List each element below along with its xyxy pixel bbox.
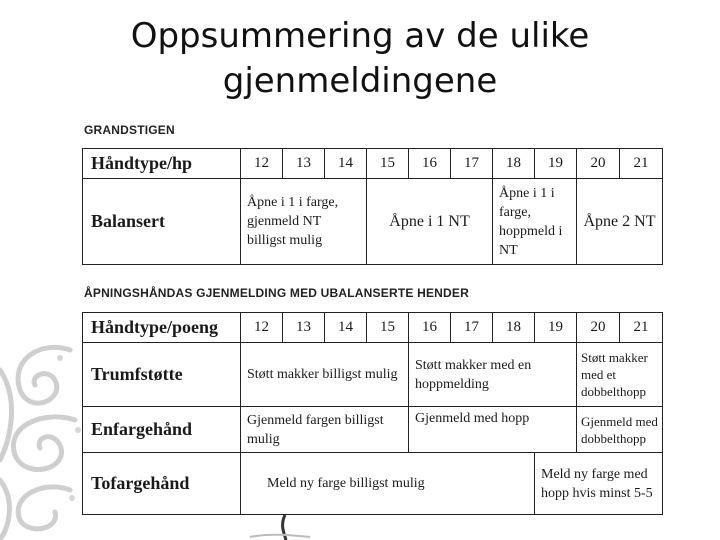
points-cell: 12	[241, 149, 283, 179]
points-cell: 17	[451, 313, 493, 343]
ubalanserte-table	[82, 312, 663, 515]
cell-19-21: Meld ny farge med hopp hvis minst 5-5	[535, 453, 663, 515]
points-cell: 13	[283, 149, 325, 179]
points-cell: 20	[577, 149, 620, 179]
points-cell: 16	[409, 149, 451, 179]
cell-15-17: Åpne i 1 NT	[367, 179, 493, 265]
row-label-tofargehand: Tofargehånd	[83, 453, 241, 515]
table-header-row	[83, 313, 663, 343]
title-line-2: gjenmeldingene	[222, 61, 498, 101]
points-cell: 21	[620, 313, 663, 343]
cell-12-15: Støtt makker billigst mulig	[241, 343, 409, 407]
cell-12-18: Meld ny farge billigst mulig	[241, 453, 535, 515]
cell-18-19: Åpne i 1 i farge, hoppmeld i NT	[493, 179, 577, 265]
row-label-balansert: Balansert	[83, 179, 241, 265]
column-header-handtype-poeng: Håndtype/poeng	[83, 313, 241, 343]
column-header-handtype: Håndtype/hp	[83, 149, 241, 179]
points-cell: 15	[367, 313, 409, 343]
cell-12-15: Gjenmeld fargen billigst mulig	[241, 407, 409, 453]
bottom-ornament-icon	[250, 515, 370, 540]
swirl-ornament-icon	[0, 330, 90, 540]
cell-16-19: Gjenmeld med hopp	[409, 407, 577, 453]
points-cell: 14	[325, 149, 367, 179]
points-cell: 18	[493, 313, 535, 343]
points-cell: 18	[493, 149, 535, 179]
grandstigen-table	[82, 148, 663, 265]
slide-title	[0, 14, 720, 104]
points-cell: 21	[620, 149, 663, 179]
cell-20-21: Åpne 2 NT	[577, 179, 663, 265]
cell-20-21: Gjenmeld med dobbelthopp	[577, 407, 663, 453]
row-label-trumfstotte: Trumfstøtte	[83, 343, 241, 407]
points-cell: 14	[325, 313, 367, 343]
title-line-1: Oppsummering av de ulike	[130, 16, 590, 56]
grandstigen-heading: GRANDSTIGEN	[84, 123, 175, 137]
table-row	[83, 343, 663, 407]
row-label-enfargehand: Enfargehånd	[83, 407, 241, 453]
cell-16-19: Støtt makker med en hoppmelding	[409, 343, 577, 407]
cell-20-21: Støtt makker med et dobbelthopp	[577, 343, 663, 407]
points-cell: 19	[535, 313, 577, 343]
ubalanserte-heading: ÅPNINGSHÅNDAS GJENMELDING MED UBALANSERTE HENDER	[84, 286, 469, 300]
points-cell: 15	[367, 149, 409, 179]
table-header-row	[83, 149, 663, 179]
points-cell: 17	[451, 149, 493, 179]
points-cell: 13	[283, 313, 325, 343]
table-row	[83, 453, 663, 515]
cell-12-14: Åpne i 1 i farge, gjenmeld NT billigst mulig	[241, 179, 367, 265]
table-row	[83, 179, 663, 265]
points-cell: 20	[577, 313, 620, 343]
points-cell: 19	[535, 149, 577, 179]
table-row	[83, 407, 663, 453]
points-cell: 12	[241, 313, 283, 343]
points-cell: 16	[409, 313, 451, 343]
